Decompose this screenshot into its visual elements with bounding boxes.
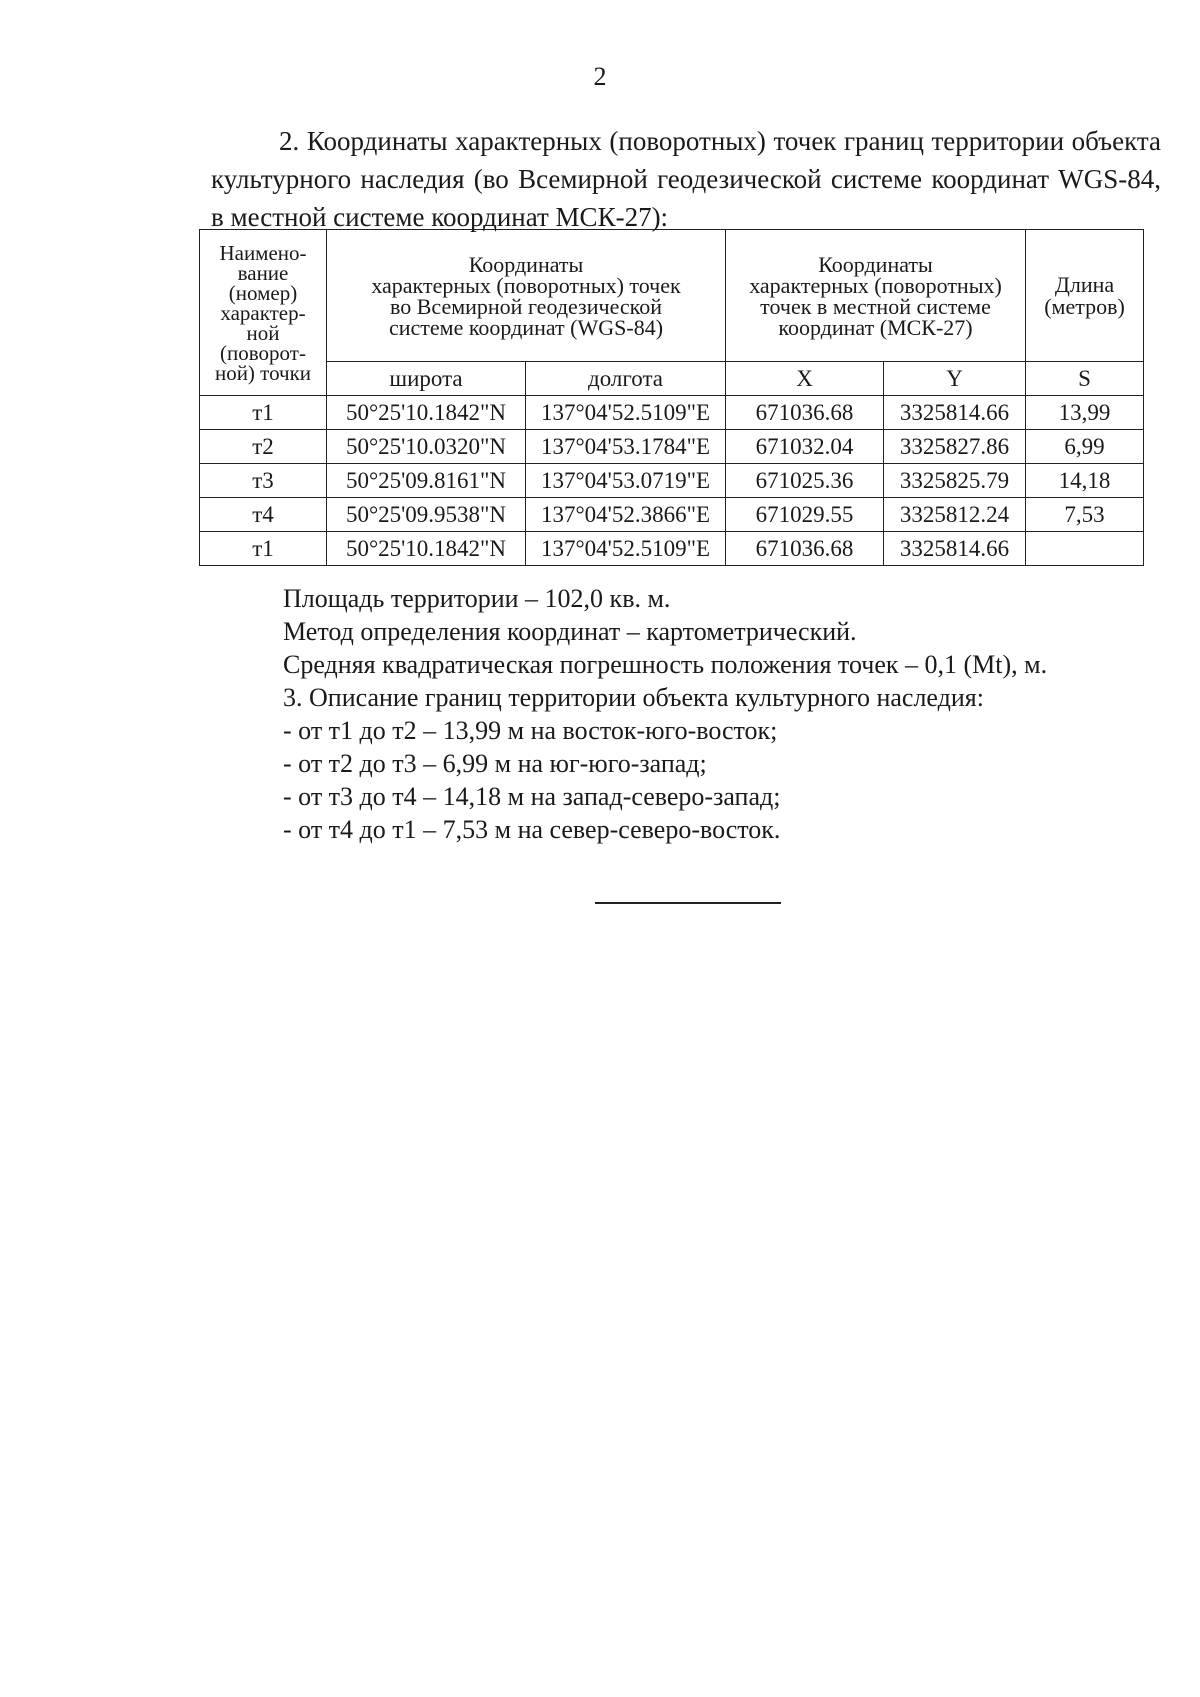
error-line: Средняя квадратическая погрешность положения точек – 0,1 (Mt), м. xyxy=(283,650,1048,679)
cell-y: 3325827.86 xyxy=(884,430,1026,464)
cell-point-name: т3 xyxy=(200,464,327,498)
cell-y: 3325812.24 xyxy=(884,498,1026,532)
page-number: 2 xyxy=(593,62,607,91)
cell-latitude: 50°25'09.9538"N xyxy=(327,498,526,532)
cell-point-name: т1 xyxy=(200,396,327,430)
segment-line: - от т2 до т3 – 6,99 м на юг-юго-запад; xyxy=(283,749,707,778)
cell-latitude: 50°25'10.0320"N xyxy=(327,430,526,464)
body-text xyxy=(283,582,1163,846)
cell-longitude: 137°04'52.5109"E xyxy=(526,532,726,566)
section-2-heading: 2. Координаты характерных (поворотных) точек границ территории объекта культурного наследия (во Всемирной геодезической системе координат WGS-84, в местной системе координат МСК-27): xyxy=(211,126,1161,232)
cell-longitude: 137°04'52.5109"E xyxy=(526,396,726,430)
header-y: Y xyxy=(884,362,1026,396)
cell-x: 671025.36 xyxy=(726,464,884,498)
coordinates-table xyxy=(199,229,1144,566)
header-length: Длина (метров) xyxy=(1026,230,1144,362)
segment-line: - от т1 до т2 – 13,99 м на восток-юго-восток; xyxy=(283,716,778,745)
method-line: Метод определения координат – картометрический. xyxy=(283,617,857,646)
cell-latitude: 50°25'10.1842"N xyxy=(327,532,526,566)
header-latitude: широта xyxy=(327,362,526,396)
cell-length: 14,18 xyxy=(1026,464,1144,498)
segment-line: - от т3 до т4 – 14,18 м на запад-северо-запад; xyxy=(283,782,781,811)
separator-line xyxy=(595,902,781,904)
header-msk27-group: Координаты характерных (поворотных) точек в местной системе координат (МСК-27) xyxy=(726,230,1026,362)
cell-point-name: т4 xyxy=(200,498,327,532)
cell-y: 3325825.79 xyxy=(884,464,1026,498)
cell-longitude: 137°04'53.1784"E xyxy=(526,430,726,464)
table-row xyxy=(200,396,1144,430)
table-row xyxy=(200,532,1144,566)
table-header-row xyxy=(200,230,1144,362)
cell-longitude: 137°04'52.3866"E xyxy=(526,498,726,532)
header-longitude: долгота xyxy=(526,362,726,396)
header-s: S xyxy=(1026,362,1144,396)
section-3-heading: 3. Описание границ территории объекта культурного наследия: xyxy=(283,683,984,712)
cell-x: 671036.68 xyxy=(726,396,884,430)
cell-length: 6,99 xyxy=(1026,430,1144,464)
cell-latitude: 50°25'10.1842"N xyxy=(327,396,526,430)
cell-x: 671032.04 xyxy=(726,430,884,464)
table-row xyxy=(200,430,1144,464)
table-row xyxy=(200,498,1144,532)
table-subheader-row xyxy=(200,362,1144,396)
header-point-name: Наимено- вание (номер) характер- ной (поворот- ной) точки xyxy=(200,230,327,396)
cell-x: 671036.68 xyxy=(726,532,884,566)
cell-length: 7,53 xyxy=(1026,498,1144,532)
cell-point-name: т1 xyxy=(200,532,327,566)
cell-length: 13,99 xyxy=(1026,396,1144,430)
cell-point-name: т2 xyxy=(200,430,327,464)
cell-x: 671029.55 xyxy=(726,498,884,532)
cell-longitude: 137°04'53.0719"E xyxy=(526,464,726,498)
cell-y: 3325814.66 xyxy=(884,396,1026,430)
cell-y: 3325814.66 xyxy=(884,532,1026,566)
header-x: X xyxy=(726,362,884,396)
header-wgs84-group: Координаты характерных (поворотных) точек во Всемирной геодезической системе координат (WGS-84) xyxy=(327,230,726,362)
table-row xyxy=(200,464,1144,498)
area-line: Площадь территории – 102,0 кв. м. xyxy=(283,584,671,613)
cell-length xyxy=(1026,532,1144,566)
cell-latitude: 50°25'09.8161"N xyxy=(327,464,526,498)
segment-line: - от т4 до т1 – 7,53 м на север-северо-восток. xyxy=(283,815,781,844)
